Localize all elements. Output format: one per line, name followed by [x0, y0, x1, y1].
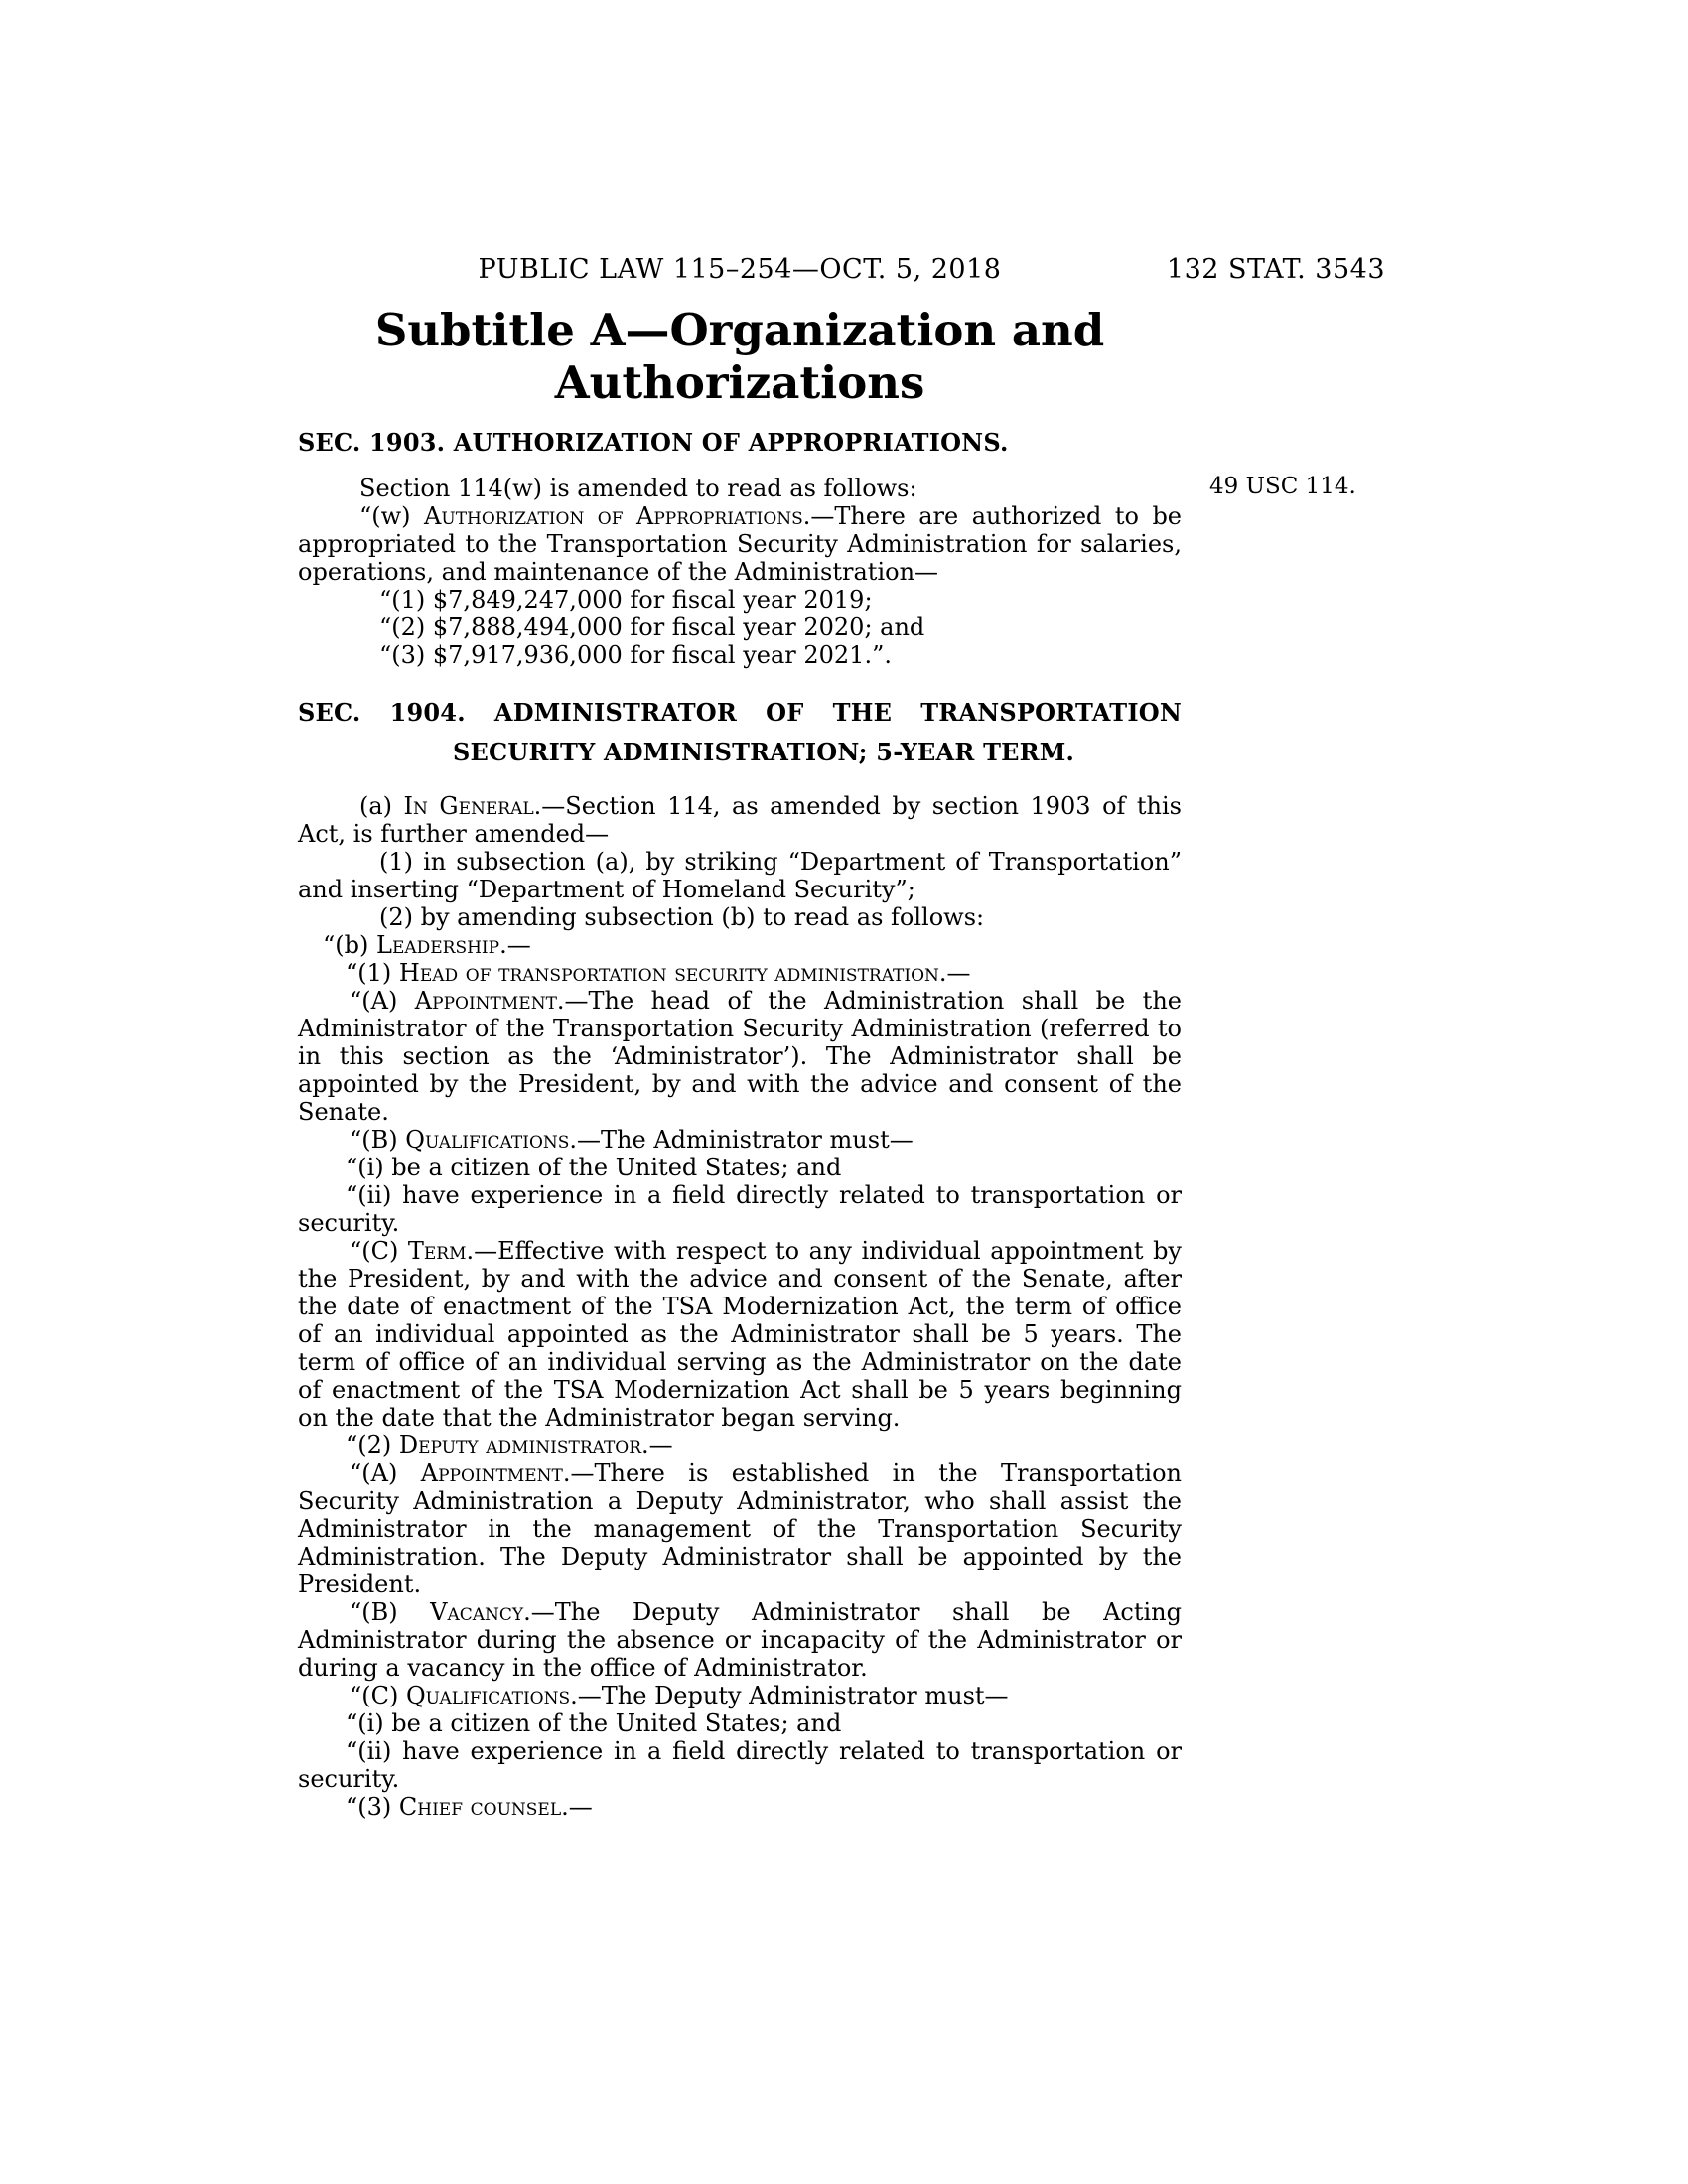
- small-caps-run: Appointment: [414, 987, 557, 1015]
- text-run: “(B): [350, 1126, 406, 1154]
- statute-paragraph: [298, 1459, 1182, 1598]
- statute-paragraph: [298, 1709, 1182, 1737]
- text-run: “(B): [350, 1598, 431, 1626]
- statute-paragraph: [298, 1737, 1182, 1793]
- small-caps-run: Deputy administrator: [398, 1432, 642, 1459]
- small-caps-run: Chief counsel: [398, 1793, 562, 1821]
- text-run: .—The head of the Administration shall be the Administrator of the Transportation Security Administration (referred to in this section as the ‘Administrator’). The Administrator shall be appointed by the President, by and with the advice and consent of the Senate.: [298, 987, 1182, 1126]
- small-caps-run: Head of transportation security administration: [398, 959, 939, 987]
- text-run: “(A): [350, 1459, 421, 1487]
- statute-paragraph: [298, 959, 1182, 987]
- text-run: “(b): [323, 931, 376, 959]
- text-run: .—: [641, 1432, 673, 1459]
- running-header-public-law: PUBLIC LAW 115–254—OCT. 5, 2018: [478, 254, 1002, 285]
- text-run: “(ii) have experience in a field directly related to transportation or security.: [298, 1737, 1182, 1793]
- text-run: .—There is established in the Transportation Security Administration a Deputy Administrator, who shall assist the Administrator in the management of the Transportation Security Administration. The Deputy Administrator shall be appointed by the President.: [298, 1459, 1182, 1598]
- statute-paragraph: [298, 641, 1182, 669]
- us-code-margin-note: 49 USC 114.: [1209, 474, 1356, 499]
- text-run: “(3) $7,917,936,000 for fiscal year 2021.”.: [379, 641, 892, 669]
- text-run: “(w): [359, 502, 425, 530]
- small-caps-run: Authorization of Appropriations: [424, 502, 803, 530]
- section-heading: SEC. 1904. ADMINISTRATOR OF THE TRANSPORTATION SECURITY ADMINISTRATION; 5-YEAR TERM.: [298, 698, 1182, 766]
- text-run: .—: [561, 1793, 593, 1821]
- text-run: .—Effective with respect to any individual appointment by the President, by and with the advice and consent of the Senate, after the date of enactment of the TSA Modernization Act, the term of office of an individual appointed as the Administrator shall be 5 years. The term of office of an individual serving as the Administrator on the date of enactment of the TSA Modernization Act shall be 5 years beginning on the date that the Administrator began serving.: [298, 1237, 1182, 1432]
- text-run: “(i) be a citizen of the United States; and: [346, 1709, 842, 1737]
- text-run: (2) by amending subsection (b) to read as follows:: [379, 903, 985, 931]
- text-run: “(C): [350, 1682, 406, 1709]
- text-run: “(A): [350, 987, 415, 1015]
- statute-paragraph: [298, 1154, 1182, 1181]
- statute-paragraph: [298, 792, 1182, 848]
- subtitle-heading-line1: Subtitle A—Organization and: [374, 304, 1105, 356]
- text-run: “(i) be a citizen of the United States; and: [346, 1154, 842, 1181]
- small-caps-run: Term: [407, 1237, 467, 1265]
- text-run: .—Section 114, as amended by section 1903 of this Act, is further amended—: [298, 792, 1182, 848]
- subtitle-heading-line2: Authorizations: [554, 356, 925, 409]
- text-run: .—: [938, 959, 971, 987]
- text-run: Section 114(w) is amended to read as follows:: [359, 475, 917, 502]
- small-caps-run: Vacancy: [430, 1598, 524, 1626]
- text-run: (a): [359, 792, 404, 820]
- text-run: .—The Deputy Administrator shall be Acting Administrator during the absence or incapacity of the Administrator or during a vacancy in the office of Administrator.: [298, 1598, 1182, 1682]
- small-caps-run: Appointment: [420, 1459, 563, 1487]
- text-run: .—There are authorized to be appropriated to the Transportation Security Administration for salaries, operations, and maintenance of the Administration—: [298, 502, 1183, 586]
- text-run: (1) in subsection (a), by striking “Department of Transportation” and inserting “Department of Homeland Security”;: [298, 848, 1182, 903]
- text-run: “(C): [350, 1237, 408, 1265]
- text-run: “(2) $7,888,494,000 for fiscal year 2020; and: [379, 614, 925, 641]
- small-caps-run: In General: [403, 792, 534, 820]
- section-heading: SEC. 1903. AUTHORIZATION OF APPROPRIATIONS.: [298, 428, 1009, 457]
- statute-paragraph: [298, 1237, 1182, 1432]
- statute-paragraph: [298, 1682, 1182, 1709]
- statute-paragraph: [298, 903, 1182, 931]
- statute-paragraph: [298, 586, 1182, 614]
- statute-paragraph: [298, 987, 1182, 1126]
- running-header-stat-citation: 132 STAT. 3543: [1166, 254, 1385, 285]
- statute-paragraph: [298, 931, 1182, 959]
- statute-paragraph: [298, 848, 1182, 903]
- text-run: “(1): [346, 959, 399, 987]
- statute-paragraph: [298, 614, 1182, 641]
- statute-body: [298, 427, 1182, 1821]
- statute-paragraph: [298, 1432, 1182, 1459]
- small-caps-run: Qualifications: [405, 1126, 570, 1154]
- statute-paragraph: [298, 1181, 1182, 1237]
- small-caps-run: Leadership: [376, 931, 500, 959]
- statute-paragraph: [298, 1598, 1182, 1682]
- statute-paragraph: [298, 502, 1182, 586]
- statute-paragraph: [298, 1126, 1182, 1154]
- text-run: “(3): [346, 1793, 399, 1821]
- text-run: .—The Administrator must—: [569, 1126, 914, 1154]
- text-run: “(ii) have experience in a field directly related to transportation or security.: [298, 1181, 1182, 1237]
- statute-paragraph: [298, 1793, 1182, 1821]
- small-caps-run: Qualifications: [406, 1682, 571, 1709]
- statute-paragraph: [298, 475, 1182, 502]
- text-run: .—The Deputy Administrator must—: [570, 1682, 1009, 1709]
- text-run: “(1) $7,849,247,000 for fiscal year 2019;: [379, 586, 873, 614]
- subtitle-heading: [253, 304, 1226, 409]
- text-run: .—: [499, 931, 531, 959]
- text-run: “(2): [346, 1432, 399, 1459]
